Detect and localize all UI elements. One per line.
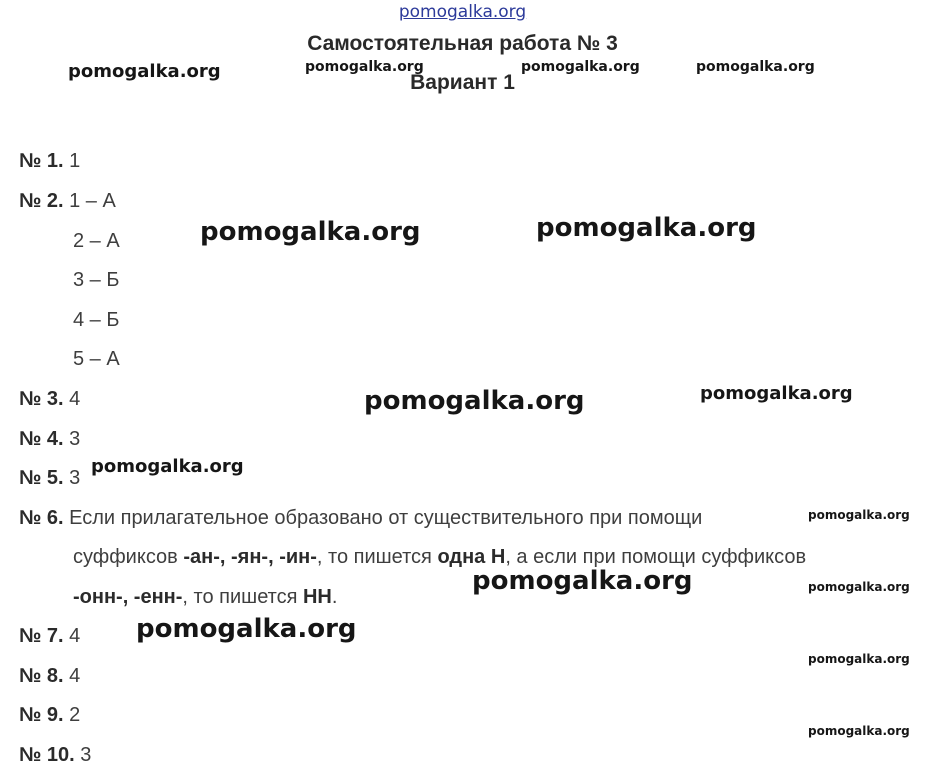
watermark: pomogalka.org bbox=[200, 217, 421, 247]
watermark: pomogalka.org bbox=[68, 61, 221, 82]
answer-label: № 10. bbox=[19, 744, 75, 766]
watermark: pomogalka.org bbox=[808, 724, 910, 738]
answer-4 bbox=[19, 428, 80, 451]
answer-value: 4 bbox=[69, 388, 81, 410]
answer-label: № 7. bbox=[19, 625, 64, 647]
answer-6-line2 bbox=[73, 546, 806, 569]
answer-label: № 9. bbox=[19, 704, 64, 726]
answer-label: № 3. bbox=[19, 388, 64, 410]
answer-6 bbox=[19, 507, 702, 530]
rule: НН bbox=[302, 586, 332, 608]
watermark: pomogalka.org bbox=[808, 580, 910, 594]
answer-value: 2 bbox=[69, 704, 81, 726]
rule: одна Н bbox=[437, 546, 506, 568]
text: суффиксов bbox=[73, 546, 184, 568]
watermark: pomogalka.org bbox=[472, 566, 693, 596]
answer-value: Если прилагательное образовано от существительного при помощи bbox=[69, 507, 703, 529]
watermark: pomogalka.org bbox=[521, 59, 640, 75]
watermark: pomogalka.org bbox=[305, 59, 424, 75]
answer-value: 1 bbox=[69, 150, 81, 172]
answer-value: 3 bbox=[80, 744, 92, 766]
answer-3 bbox=[19, 388, 80, 411]
answer-label: № 5. bbox=[19, 467, 64, 489]
text: , а если при помощи суффиксов bbox=[505, 546, 807, 568]
answer-2-sub: 2 – А bbox=[73, 230, 120, 252]
answer-value: 4 bbox=[69, 665, 81, 687]
answer-2-sub: 4 – Б bbox=[73, 309, 120, 331]
watermark: pomogalka.org bbox=[91, 456, 244, 477]
text: , то пишется bbox=[182, 586, 303, 608]
text: . bbox=[331, 586, 338, 608]
answer-2-sub: 5 – А bbox=[73, 348, 120, 370]
answer-value: 1 – А bbox=[69, 190, 116, 212]
answer-10 bbox=[19, 744, 91, 767]
page-title: Самостоятельная работа № 3 bbox=[307, 32, 618, 55]
answer-1 bbox=[19, 150, 80, 173]
answer-value: 3 bbox=[69, 467, 81, 489]
answer-2 bbox=[19, 190, 116, 213]
answer-label: № 6. bbox=[19, 507, 64, 529]
answer-label: № 1. bbox=[19, 150, 64, 172]
watermark: pomogalka.org bbox=[364, 386, 585, 416]
watermark: pomogalka.org bbox=[700, 383, 853, 404]
watermark: pomogalka.org bbox=[136, 614, 357, 644]
answer-6-line3 bbox=[73, 586, 337, 609]
variant-title: Вариант 1 bbox=[410, 71, 515, 94]
watermark: pomogalka.org bbox=[808, 508, 910, 522]
answer-5 bbox=[19, 467, 80, 490]
answer-2-sub: 3 – Б bbox=[73, 269, 120, 291]
suffixes: -ан-, -ян-, -ин- bbox=[183, 546, 317, 568]
answer-8 bbox=[19, 665, 80, 688]
answer-label: № 8. bbox=[19, 665, 64, 687]
text: , то пишется bbox=[316, 546, 438, 568]
watermark: pomogalka.org bbox=[696, 59, 815, 75]
answer-9 bbox=[19, 704, 80, 727]
suffixes: -онн-, -енн- bbox=[73, 586, 183, 608]
answer-value: 3 bbox=[69, 428, 81, 450]
answer-value: 4 bbox=[69, 625, 81, 647]
watermark: pomogalka.org bbox=[808, 652, 910, 666]
answer-7 bbox=[19, 625, 80, 648]
answer-label: № 4. bbox=[19, 428, 64, 450]
watermark: pomogalka.org bbox=[536, 213, 757, 243]
top-watermark: pomogalka.org bbox=[398, 2, 527, 22]
answer-label: № 2. bbox=[19, 190, 64, 212]
